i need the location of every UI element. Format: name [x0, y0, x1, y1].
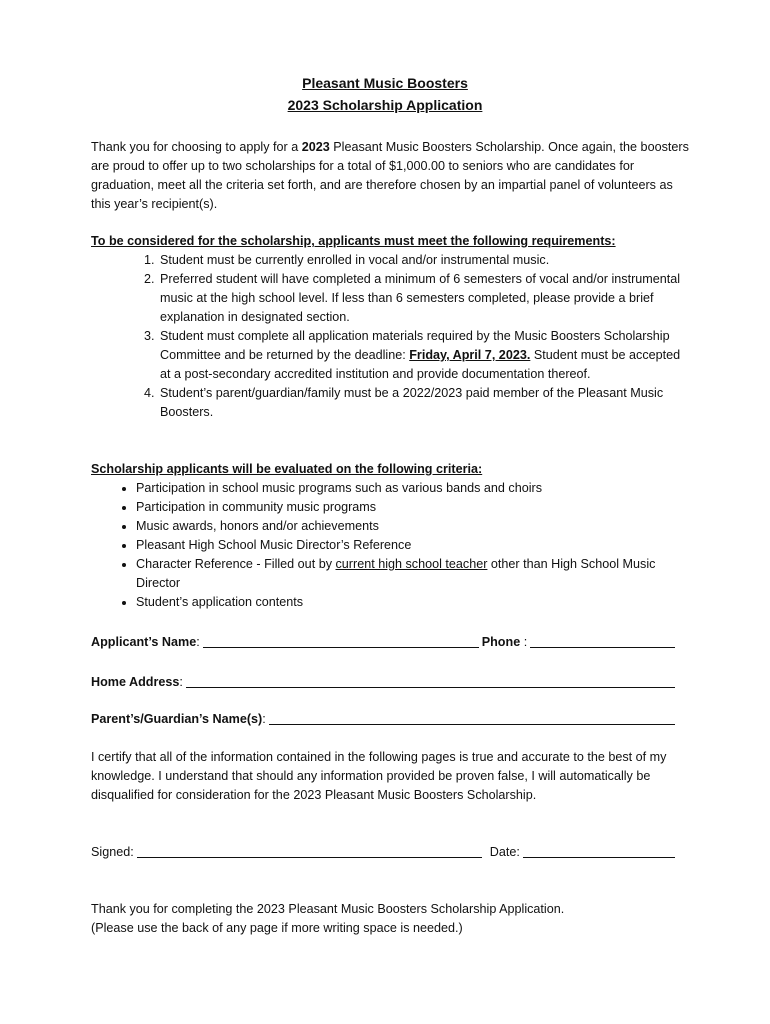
intro-paragraph: [91, 138, 691, 214]
colon: :: [262, 712, 266, 726]
deadline-date: Friday, April 7, 2023.: [409, 348, 531, 362]
criteria-item: [136, 555, 691, 593]
intro-text-1: Thank you for choosing to apply for a: [91, 140, 302, 154]
intro-year: 2023: [301, 140, 330, 154]
closing-thanks: Thank you for completing the 2023 Pleasant Music Boosters Scholarship Application.: [91, 902, 565, 916]
requirement-item: [158, 384, 691, 422]
home-address-label-text: Home Address: [91, 675, 180, 689]
applicant-name-field[interactable]: [203, 632, 479, 648]
applicant-row: [91, 632, 678, 652]
criteria-heading: Scholarship applicants will be evaluated on the following criteria:: [91, 462, 483, 476]
criteria-1-text: Participation in school music programs such as various bands and choirs: [136, 481, 542, 495]
colon: :: [196, 635, 200, 649]
home-address-field[interactable]: [186, 672, 675, 688]
criteria-6-text: Student’s application contents: [136, 595, 304, 609]
home-address-label: [91, 673, 183, 692]
parent-guardian-label-text: Parent’s/Guardian’s Name(s): [91, 712, 263, 726]
criteria-item: [136, 479, 691, 498]
requirement-4-text: Student’s parent/guardian/family must be a 2022/2023 paid member of the Pleasant Music Boosters.: [160, 386, 664, 419]
phone-field[interactable]: [530, 632, 675, 648]
requirement-item: [158, 270, 691, 327]
criteria-list: [91, 479, 691, 612]
requirement-1-text: Student must be currently enrolled in vocal and/or instrumental music.: [160, 253, 550, 267]
requirement-item: [158, 327, 691, 384]
organization-title: Pleasant Music Boosters: [302, 75, 468, 91]
criteria-item: [136, 593, 691, 612]
closing-section: [91, 900, 691, 938]
signed-label: Signed:: [91, 845, 134, 859]
address-row: [91, 672, 678, 692]
application-title: 2023 Scholarship Application: [287, 97, 483, 113]
criteria-5-text-cont: other than High School Music Director: [136, 557, 656, 590]
phone-label-text: Phone: [481, 635, 521, 649]
requirement-3-text-cont: Student must be accepted at a post-secondary accredited institution and provide documentation thereof.: [160, 348, 681, 381]
criteria-3-text: Music awards, honors and/or achievements: [136, 519, 379, 533]
parent-guardian-field[interactable]: [269, 709, 675, 725]
requirement-3-text: Student must complete all application materials required by the Music Boosters Scholarship Committee and be returned by the deadline:: [160, 329, 670, 362]
applicant-name-label-text: Applicant’s Name: [91, 635, 197, 649]
signature-field[interactable]: [137, 842, 482, 858]
criteria-2-text: Participation in community music programs: [136, 500, 377, 514]
criteria-4-text: Pleasant High School Music Director’s Reference: [136, 538, 412, 552]
requirement-item: [158, 251, 691, 270]
teacher-emphasis: current high school teacher: [335, 557, 488, 571]
parent-guardian-label: [91, 710, 266, 729]
requirement-2-text: Preferred student will have completed a minimum of 6 semesters of vocal and/or instrumental music at the high school level. If less than 6 semesters completed, please provide a brief explanation in designated section.: [160, 272, 681, 324]
requirements-heading: To be considered for the scholarship, applicants must meet the following requirements:: [91, 234, 616, 248]
phone-label: [482, 633, 527, 652]
criteria-item: [136, 498, 691, 517]
criteria-section: [91, 460, 691, 612]
requirements-list: [91, 251, 691, 422]
title-block: [0, 72, 770, 116]
criteria-item: [136, 517, 691, 536]
date-label: Date:: [489, 845, 520, 859]
date-field[interactable]: [523, 842, 675, 858]
requirements-section: [91, 232, 691, 422]
certification-paragraph: I certify that all of the information contained in the following pages is true and accurate to the best of my knowledge. I understand that should any information provided be proven false, I will automatically be disqualified for consideration for the 2023 Pleasant Music Boosters Scholarship.: [91, 750, 667, 802]
criteria-item: [136, 536, 691, 555]
signature-row: [91, 842, 678, 862]
colon: :: [520, 635, 528, 649]
intro-text-2: Pleasant Music Boosters Scholarship. Once again, the boosters are proud to offer up to two scholarships for a total of $1,000.00 to seniors who are candidates for graduation, meet all the criteria set forth, and are therefore chosen by an impartial panel of volunteers as this year’s recipient(s).: [91, 140, 689, 211]
criteria-5-text: Character Reference - Filled out by: [136, 557, 336, 571]
closing-note: (Please use the back of any page if more writing space is needed.): [91, 921, 463, 935]
colon: :: [179, 675, 183, 689]
parent-row: [91, 709, 678, 729]
applicant-name-label: [91, 633, 200, 652]
